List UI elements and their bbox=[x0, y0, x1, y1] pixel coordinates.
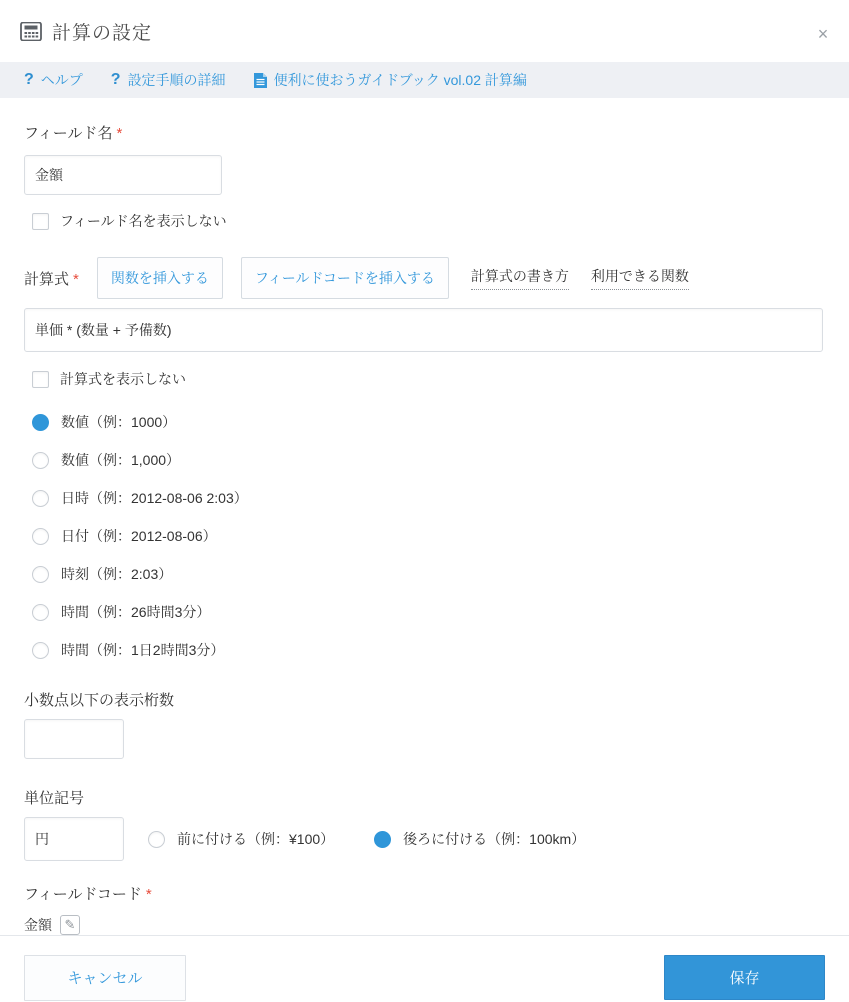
cancel-button[interactable]: キャンセル bbox=[24, 955, 186, 1001]
formula-label bbox=[24, 268, 79, 289]
unit-symbol-input[interactable] bbox=[24, 817, 124, 861]
radio-icon[interactable] bbox=[32, 452, 49, 469]
field-name-label bbox=[24, 122, 825, 143]
radio-label: 前に付ける（例：¥100） bbox=[177, 831, 335, 847]
field-code-row bbox=[24, 915, 825, 935]
formula-header-row bbox=[24, 257, 825, 299]
formula-input[interactable] bbox=[24, 308, 823, 352]
field-code-label-text: フィールドコード bbox=[24, 886, 142, 903]
dialog-footer bbox=[0, 935, 849, 1002]
formula-label-text: 計算式 bbox=[24, 270, 70, 288]
question-icon: ? bbox=[24, 71, 34, 88]
format-option-number[interactable] bbox=[32, 403, 825, 441]
radio-label: 後ろに付ける（例：100km） bbox=[403, 831, 586, 847]
save-button[interactable]: 保存 bbox=[664, 955, 825, 1000]
radio-icon[interactable] bbox=[32, 642, 49, 659]
required-mark: * bbox=[116, 125, 123, 142]
radio-icon[interactable] bbox=[32, 566, 49, 583]
hide-formula-checkbox-row[interactable] bbox=[32, 369, 825, 389]
available-functions-link[interactable]: 利用できる関数 bbox=[591, 266, 689, 290]
setup-steps-label: 設定手順の詳細 bbox=[127, 72, 226, 88]
hide-formula-label: 計算式を表示しない bbox=[60, 371, 186, 387]
calculator-icon bbox=[20, 22, 42, 41]
close-icon[interactable]: × bbox=[811, 22, 835, 46]
radio-icon[interactable] bbox=[32, 490, 49, 507]
radio-icon[interactable] bbox=[32, 604, 49, 621]
document-icon bbox=[254, 73, 267, 88]
unit-prefix-option[interactable] bbox=[148, 829, 334, 849]
guidebook-link[interactable] bbox=[254, 70, 527, 90]
radio-icon[interactable] bbox=[374, 831, 391, 848]
radio-label: 日付（例：2012-08-06） bbox=[61, 528, 217, 544]
dialog-header bbox=[0, 0, 849, 62]
format-option-number-comma[interactable] bbox=[32, 441, 825, 479]
unit-suffix-option[interactable] bbox=[374, 829, 585, 849]
radio-icon[interactable] bbox=[32, 528, 49, 545]
format-option-duration-hours[interactable] bbox=[32, 593, 825, 631]
title-wrap bbox=[20, 18, 152, 45]
display-format-radio-group bbox=[32, 403, 825, 669]
format-option-time[interactable] bbox=[32, 555, 825, 593]
field-name-input[interactable] bbox=[24, 155, 222, 195]
radio-label: 数値（例：1000） bbox=[61, 414, 177, 430]
required-mark: * bbox=[73, 270, 79, 288]
radio-label: 時間（例：26時間3分） bbox=[61, 604, 211, 620]
field-code-value: 金額 bbox=[24, 917, 52, 933]
help-link[interactable] bbox=[24, 70, 83, 90]
hide-field-name-checkbox-row[interactable] bbox=[32, 211, 825, 231]
format-option-datetime[interactable] bbox=[32, 479, 825, 517]
page-title: 計算の設定 bbox=[52, 22, 153, 44]
hide-formula-checkbox[interactable] bbox=[32, 371, 49, 388]
radio-label: 時刻（例：2:03） bbox=[61, 566, 173, 582]
edit-pencil-icon[interactable]: ✎ bbox=[60, 915, 80, 935]
decimal-places-input[interactable] bbox=[24, 719, 124, 759]
hide-field-name-label: フィールド名を表示しない bbox=[60, 213, 227, 229]
radio-icon[interactable] bbox=[32, 414, 49, 431]
radio-label: 日時（例：2012-08-06 2:03） bbox=[61, 490, 248, 506]
question-icon: ? bbox=[110, 71, 121, 88]
format-option-date[interactable] bbox=[32, 517, 825, 555]
field-name-label-text: フィールド名 bbox=[24, 125, 113, 142]
radio-label: 時間（例：1日2時間3分） bbox=[61, 642, 225, 658]
required-mark: * bbox=[145, 886, 152, 903]
format-option-duration-days[interactable] bbox=[32, 631, 825, 669]
unit-symbol-row bbox=[24, 817, 825, 861]
formula-howto-link[interactable]: 計算式の書き方 bbox=[471, 266, 569, 290]
radio-label: 数値（例：1,000） bbox=[61, 452, 181, 468]
field-code-label bbox=[24, 883, 825, 904]
radio-icon[interactable] bbox=[148, 831, 165, 848]
decimal-places-label: 小数点以下の表示桁数 bbox=[24, 692, 175, 709]
help-link-label: ヘルプ bbox=[40, 72, 83, 88]
hide-field-name-checkbox[interactable] bbox=[32, 213, 49, 230]
unit-symbol-label: 単位記号 bbox=[24, 790, 85, 807]
insert-function-button[interactable]: 関数を挿入する bbox=[97, 257, 223, 299]
guidebook-label: 便利に使おうガイドブック vol.02 計算編 bbox=[273, 72, 527, 88]
insert-fieldcode-button[interactable]: フィールドコードを挿入する bbox=[241, 257, 449, 299]
setup-steps-link[interactable] bbox=[111, 70, 226, 90]
help-links-bar bbox=[0, 62, 849, 98]
dialog-body bbox=[0, 98, 849, 935]
